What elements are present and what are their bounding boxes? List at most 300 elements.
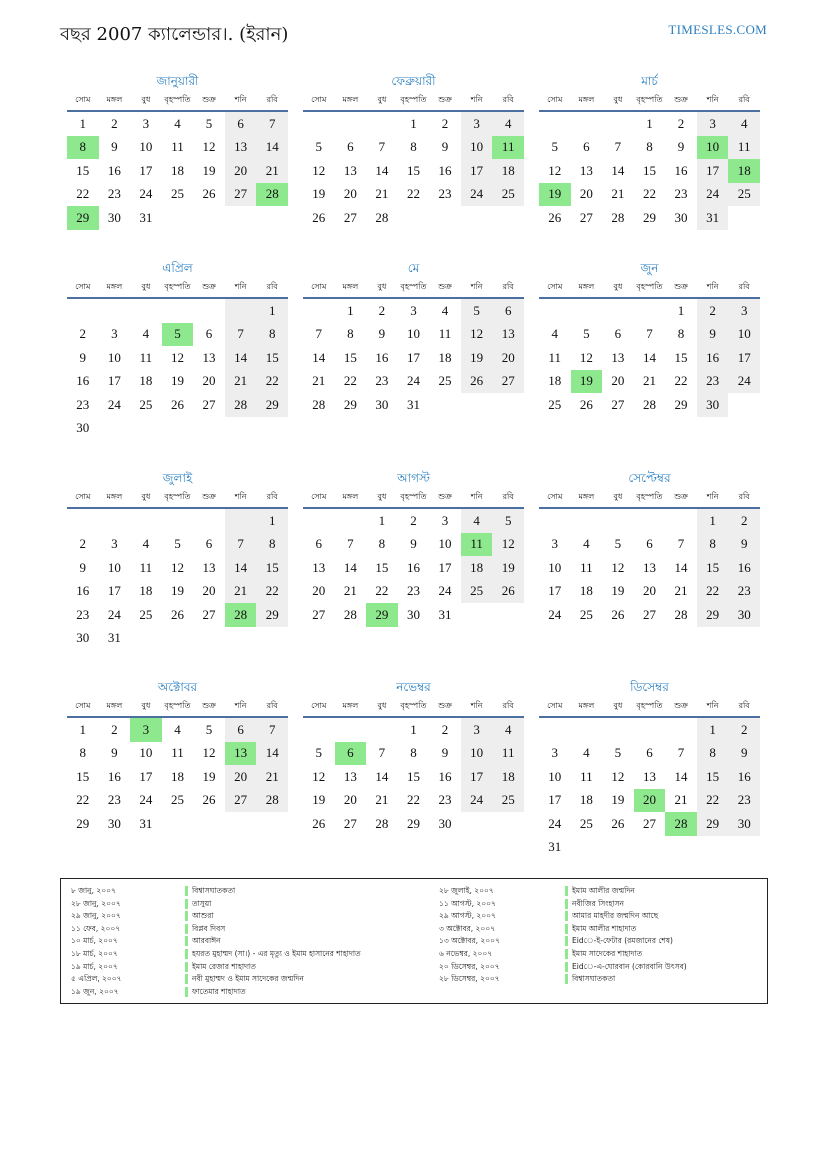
day-cell[interactable]: 12 xyxy=(579,349,593,365)
day-cell[interactable]: 13 xyxy=(492,323,524,347)
day-cell[interactable]: 11 xyxy=(728,136,760,160)
day-cell[interactable]: 3 xyxy=(551,536,559,552)
day-cell[interactable]: 19 xyxy=(461,346,493,370)
day-cell[interactable]: 9 xyxy=(410,536,417,552)
day-cell[interactable]: 9 xyxy=(79,349,87,365)
day-cell[interactable]: 28 xyxy=(256,789,288,813)
day-cell[interactable]: 20 xyxy=(634,789,666,813)
day-cell[interactable]: 31 xyxy=(697,206,729,230)
day-cell[interactable]: 31 xyxy=(139,815,153,831)
day-cell[interactable]: 27 xyxy=(225,789,257,813)
day-cell[interactable]: 5 xyxy=(492,508,524,533)
day-cell[interactable]: 9 xyxy=(378,326,386,342)
day-cell[interactable]: 14 xyxy=(225,556,257,580)
day-cell[interactable]: 20 xyxy=(225,159,257,183)
day-cell[interactable]: 2 xyxy=(441,721,449,737)
day-cell[interactable]: 28 xyxy=(665,812,697,836)
day-cell[interactable]: 11 xyxy=(461,533,493,557)
day-cell[interactable]: 20 xyxy=(225,765,257,789)
day-cell[interactable]: 2 xyxy=(728,508,760,533)
day-cell[interactable]: 30 xyxy=(728,812,760,836)
day-cell[interactable]: 15 xyxy=(674,349,688,365)
day-cell[interactable]: 2 xyxy=(697,298,729,323)
day-cell[interactable]: 17 xyxy=(548,792,562,808)
day-cell[interactable]: 5 xyxy=(205,721,213,737)
day-cell[interactable]: 5 xyxy=(162,323,194,347)
day-cell[interactable]: 13 xyxy=(225,742,257,766)
day-cell[interactable]: 15 xyxy=(697,765,729,789)
day-cell[interactable]: 30 xyxy=(728,603,760,627)
day-cell[interactable]: 5 xyxy=(461,298,493,323)
day-cell[interactable]: 19 xyxy=(312,186,326,202)
day-cell[interactable]: 24 xyxy=(461,183,493,207)
day-cell[interactable]: 31 xyxy=(548,839,562,855)
day-cell[interactable]: 23 xyxy=(728,789,760,813)
day-cell[interactable]: 11 xyxy=(438,326,452,342)
day-cell[interactable]: 25 xyxy=(492,183,524,207)
day-cell[interactable]: 13 xyxy=(202,559,216,575)
day-cell[interactable]: 23 xyxy=(76,396,90,412)
day-cell[interactable]: 9 xyxy=(79,559,87,575)
day-cell[interactable]: 22 xyxy=(76,792,90,808)
day-cell[interactable]: 29 xyxy=(697,603,729,627)
day-cell[interactable]: 8 xyxy=(79,745,87,761)
day-cell[interactable]: 29 xyxy=(697,812,729,836)
day-cell[interactable]: 24 xyxy=(107,606,121,622)
day-cell[interactable]: 28 xyxy=(343,606,357,622)
day-cell[interactable]: 14 xyxy=(312,349,326,365)
day-cell[interactable]: 19 xyxy=(492,556,524,580)
day-cell[interactable]: 11 xyxy=(492,742,524,766)
day-cell[interactable]: 30 xyxy=(375,396,389,412)
day-cell[interactable]: 25 xyxy=(461,580,493,604)
day-cell[interactable]: 25 xyxy=(579,606,593,622)
day-cell[interactable]: 1 xyxy=(410,115,417,131)
day-cell[interactable]: 12 xyxy=(492,533,524,557)
day-cell[interactable]: 10 xyxy=(406,326,420,342)
day-cell[interactable]: 31 xyxy=(406,396,420,412)
day-cell[interactable]: 7 xyxy=(677,536,685,552)
day-cell[interactable]: 5 xyxy=(614,536,622,552)
day-cell[interactable]: 25 xyxy=(139,396,153,412)
day-cell[interactable]: 11 xyxy=(171,139,184,155)
day-cell[interactable]: 23 xyxy=(375,373,389,389)
day-cell[interactable]: 19 xyxy=(611,583,625,599)
day-cell[interactable]: 20 xyxy=(642,583,656,599)
day-cell[interactable]: 20 xyxy=(312,583,326,599)
day-cell[interactable]: 11 xyxy=(492,136,524,160)
day-cell[interactable]: 27 xyxy=(642,606,656,622)
day-cell[interactable]: 18 xyxy=(139,583,153,599)
day-cell[interactable]: 22 xyxy=(406,186,420,202)
day-cell[interactable]: 28 xyxy=(225,603,257,627)
day-cell[interactable]: 3 xyxy=(461,111,493,136)
day-cell[interactable]: 30 xyxy=(438,815,452,831)
day-cell[interactable]: 14 xyxy=(642,349,656,365)
day-cell[interactable]: 25 xyxy=(492,789,524,813)
day-cell[interactable]: 14 xyxy=(375,768,389,784)
day-cell[interactable]: 26 xyxy=(170,606,184,622)
day-cell[interactable]: 13 xyxy=(312,559,326,575)
day-cell[interactable]: 28 xyxy=(225,393,257,417)
day-cell[interactable]: 25 xyxy=(579,815,593,831)
day-cell[interactable]: 18 xyxy=(548,373,562,389)
day-cell[interactable]: 3 xyxy=(728,298,760,323)
day-cell[interactable]: 13 xyxy=(225,136,257,160)
day-cell[interactable]: 14 xyxy=(674,768,688,784)
day-cell[interactable]: 28 xyxy=(642,396,656,412)
day-cell[interactable]: 9 xyxy=(111,745,118,761)
day-cell[interactable]: 8 xyxy=(677,326,685,342)
day-cell[interactable]: 4 xyxy=(728,111,760,136)
day-cell[interactable]: 4 xyxy=(492,717,524,742)
day-cell[interactable]: 14 xyxy=(343,559,357,575)
day-cell[interactable]: 16 xyxy=(107,768,121,784)
day-cell[interactable]: 9 xyxy=(677,139,685,155)
day-cell[interactable]: 27 xyxy=(343,209,357,225)
day-cell[interactable]: 15 xyxy=(642,162,656,178)
day-cell[interactable]: 23 xyxy=(406,583,420,599)
day-cell[interactable]: 6 xyxy=(205,326,213,342)
day-cell[interactable]: 28 xyxy=(611,209,625,225)
day-cell[interactable]: 23 xyxy=(728,580,760,604)
day-cell[interactable]: 15 xyxy=(76,768,90,784)
day-cell[interactable]: 20 xyxy=(611,373,625,389)
day-cell[interactable]: 4 xyxy=(461,508,493,533)
day-cell[interactable]: 1 xyxy=(79,115,87,131)
day-cell[interactable]: 13 xyxy=(343,162,357,178)
day-cell[interactable]: 8 xyxy=(347,326,354,342)
day-cell[interactable]: 8 xyxy=(646,139,653,155)
day-cell[interactable]: 26 xyxy=(312,209,326,225)
day-cell[interactable]: 6 xyxy=(315,536,323,552)
day-cell[interactable]: 17 xyxy=(548,583,562,599)
day-cell[interactable]: 11 xyxy=(171,745,184,761)
day-cell[interactable]: 25 xyxy=(139,606,153,622)
day-cell[interactable]: 29 xyxy=(256,393,288,417)
day-cell[interactable]: 15 xyxy=(697,556,729,580)
day-cell[interactable]: 22 xyxy=(375,583,389,599)
day-cell[interactable]: 6 xyxy=(335,742,367,766)
day-cell[interactable]: 19 xyxy=(202,162,216,178)
day-cell[interactable]: 5 xyxy=(174,536,181,552)
day-cell[interactable]: 19 xyxy=(611,792,625,808)
day-cell[interactable]: 20 xyxy=(579,186,593,202)
day-cell[interactable]: 15 xyxy=(76,162,90,178)
day-cell[interactable]: 14 xyxy=(225,346,257,370)
day-cell[interactable]: 4 xyxy=(174,115,181,131)
day-cell[interactable]: 7 xyxy=(378,745,386,761)
day-cell[interactable]: 27 xyxy=(611,396,625,412)
day-cell[interactable]: 17 xyxy=(406,349,420,365)
day-cell[interactable]: 24 xyxy=(139,792,153,808)
day-cell[interactable]: 9 xyxy=(111,139,118,155)
day-cell[interactable]: 31 xyxy=(107,630,121,646)
day-cell[interactable]: 7 xyxy=(256,111,288,136)
day-cell[interactable]: 16 xyxy=(674,162,688,178)
day-cell[interactable]: 20 xyxy=(492,346,524,370)
day-cell[interactable]: 7 xyxy=(225,533,257,557)
day-cell[interactable]: 6 xyxy=(225,717,257,742)
day-cell[interactable]: 4 xyxy=(583,536,590,552)
day-cell[interactable]: 27 xyxy=(642,815,656,831)
day-cell[interactable]: 23 xyxy=(107,186,121,202)
day-cell[interactable]: 22 xyxy=(256,370,288,394)
day-cell[interactable]: 11 xyxy=(580,559,593,575)
day-cell[interactable]: 25 xyxy=(170,186,184,202)
day-cell[interactable]: 29 xyxy=(76,815,90,831)
day-cell[interactable]: 20 xyxy=(343,792,357,808)
day-cell[interactable]: 21 xyxy=(674,792,688,808)
day-cell[interactable]: 14 xyxy=(375,162,389,178)
day-cell[interactable]: 22 xyxy=(674,373,688,389)
day-cell[interactable]: 24 xyxy=(438,583,452,599)
day-cell[interactable]: 1 xyxy=(677,302,685,318)
day-cell[interactable]: 6 xyxy=(205,536,213,552)
day-cell[interactable]: 26 xyxy=(579,396,593,412)
day-cell[interactable]: 22 xyxy=(343,373,357,389)
day-cell[interactable]: 26 xyxy=(202,186,216,202)
day-cell[interactable]: 8 xyxy=(256,323,288,347)
day-cell[interactable]: 12 xyxy=(461,323,493,347)
day-cell[interactable]: 10 xyxy=(139,139,153,155)
day-cell[interactable]: 24 xyxy=(139,186,153,202)
day-cell[interactable]: 3 xyxy=(410,302,417,318)
day-cell[interactable]: 25 xyxy=(170,792,184,808)
day-cell[interactable]: 24 xyxy=(697,183,729,207)
day-cell[interactable]: 12 xyxy=(170,349,184,365)
day-cell[interactable]: 3 xyxy=(130,717,162,742)
day-cell[interactable]: 21 xyxy=(611,186,625,202)
day-cell[interactable]: 20 xyxy=(202,583,216,599)
day-cell[interactable]: 3 xyxy=(441,512,449,528)
day-cell[interactable]: 4 xyxy=(492,111,524,136)
day-cell[interactable]: 4 xyxy=(441,302,449,318)
day-cell[interactable]: 29 xyxy=(366,603,398,627)
day-cell[interactable]: 8 xyxy=(410,745,417,761)
day-cell[interactable]: 6 xyxy=(347,139,354,155)
day-cell[interactable]: 17 xyxy=(107,583,121,599)
day-cell[interactable]: 21 xyxy=(375,186,389,202)
day-cell[interactable]: 17 xyxy=(697,159,729,183)
day-cell[interactable]: 10 xyxy=(461,136,493,160)
day-cell[interactable]: 4 xyxy=(142,326,150,342)
day-cell[interactable]: 2 xyxy=(410,512,417,528)
day-cell[interactable]: 5 xyxy=(551,139,559,155)
day-cell[interactable]: 17 xyxy=(139,162,153,178)
day-cell[interactable]: 2 xyxy=(441,115,449,131)
day-cell[interactable]: 11 xyxy=(548,349,562,365)
day-cell[interactable]: 21 xyxy=(312,373,326,389)
day-cell[interactable]: 21 xyxy=(375,792,389,808)
day-cell[interactable]: 18 xyxy=(579,792,593,808)
day-cell[interactable]: 1 xyxy=(347,302,354,318)
day-cell[interactable]: 16 xyxy=(438,162,452,178)
day-cell[interactable]: 11 xyxy=(580,768,593,784)
day-cell[interactable]: 16 xyxy=(76,373,90,389)
day-cell[interactable]: 29 xyxy=(674,396,688,412)
day-cell[interactable]: 21 xyxy=(256,765,288,789)
day-cell[interactable]: 19 xyxy=(170,373,184,389)
day-cell[interactable]: 24 xyxy=(728,370,760,394)
day-cell[interactable]: 30 xyxy=(674,209,688,225)
day-cell[interactable]: 13 xyxy=(202,349,216,365)
day-cell[interactable]: 28 xyxy=(674,606,688,622)
day-cell[interactable]: 1 xyxy=(79,721,87,737)
day-cell[interactable]: 1 xyxy=(256,508,288,533)
day-cell[interactable]: 10 xyxy=(728,323,760,347)
day-cell[interactable]: 19 xyxy=(539,183,571,207)
day-cell[interactable]: 29 xyxy=(406,815,420,831)
day-cell[interactable]: 30 xyxy=(107,815,121,831)
day-cell[interactable]: 22 xyxy=(76,186,90,202)
day-cell[interactable]: 13 xyxy=(642,768,656,784)
day-cell[interactable]: 8 xyxy=(697,742,729,766)
day-cell[interactable]: 5 xyxy=(205,115,213,131)
day-cell[interactable]: 3 xyxy=(111,536,118,552)
day-cell[interactable]: 17 xyxy=(461,765,493,789)
day-cell[interactable]: 21 xyxy=(343,583,357,599)
day-cell[interactable]: 18 xyxy=(492,765,524,789)
day-cell[interactable]: 23 xyxy=(674,186,688,202)
day-cell[interactable]: 25 xyxy=(548,396,562,412)
day-cell[interactable]: 6 xyxy=(583,139,590,155)
day-cell[interactable]: 22 xyxy=(642,186,656,202)
day-cell[interactable]: 15 xyxy=(375,559,389,575)
day-cell[interactable]: 10 xyxy=(548,559,562,575)
day-cell[interactable]: 16 xyxy=(76,583,90,599)
day-cell[interactable]: 31 xyxy=(139,209,153,225)
day-cell[interactable]: 30 xyxy=(107,209,121,225)
day-cell[interactable]: 22 xyxy=(697,580,729,604)
day-cell[interactable]: 19 xyxy=(312,792,326,808)
day-cell[interactable]: 28 xyxy=(312,396,326,412)
day-cell[interactable]: 17 xyxy=(107,373,121,389)
day-cell[interactable]: 26 xyxy=(611,606,625,622)
day-cell[interactable]: 21 xyxy=(256,159,288,183)
day-cell[interactable]: 17 xyxy=(461,159,493,183)
day-cell[interactable]: 1 xyxy=(646,115,653,131)
day-cell[interactable]: 24 xyxy=(406,373,420,389)
day-cell[interactable]: 3 xyxy=(551,745,559,761)
day-cell[interactable]: 2 xyxy=(728,717,760,742)
day-cell[interactable]: 6 xyxy=(492,298,524,323)
day-cell[interactable]: 26 xyxy=(170,396,184,412)
day-cell[interactable]: 6 xyxy=(646,536,653,552)
day-cell[interactable]: 30 xyxy=(406,606,420,622)
day-cell[interactable]: 24 xyxy=(548,815,562,831)
day-cell[interactable]: 22 xyxy=(256,580,288,604)
day-cell[interactable]: 27 xyxy=(343,815,357,831)
day-cell[interactable]: 24 xyxy=(461,789,493,813)
day-cell[interactable]: 9 xyxy=(728,533,760,557)
day-cell[interactable]: 25 xyxy=(438,373,452,389)
day-cell[interactable]: 29 xyxy=(343,396,357,412)
day-cell[interactable]: 3 xyxy=(697,111,729,136)
day-cell[interactable]: 14 xyxy=(674,559,688,575)
day-cell[interactable]: 4 xyxy=(583,745,590,761)
day-cell[interactable]: 23 xyxy=(107,792,121,808)
day-cell[interactable]: 1 xyxy=(410,721,417,737)
day-cell[interactable]: 7 xyxy=(315,326,323,342)
day-cell[interactable]: 18 xyxy=(438,349,452,365)
day-cell[interactable]: 28 xyxy=(375,815,389,831)
day-cell[interactable]: 26 xyxy=(492,580,524,604)
day-cell[interactable]: 22 xyxy=(697,789,729,813)
day-cell[interactable]: 15 xyxy=(406,162,420,178)
day-cell[interactable]: 10 xyxy=(548,768,562,784)
day-cell[interactable]: 17 xyxy=(728,346,760,370)
day-cell[interactable]: 1 xyxy=(697,508,729,533)
day-cell[interactable]: 23 xyxy=(438,186,452,202)
day-cell[interactable]: 7 xyxy=(347,536,354,552)
day-cell[interactable]: 19 xyxy=(571,370,603,394)
day-cell[interactable]: 16 xyxy=(728,765,760,789)
day-cell[interactable]: 16 xyxy=(697,346,729,370)
day-cell[interactable]: 15 xyxy=(256,346,288,370)
day-cell[interactable]: 14 xyxy=(611,162,625,178)
day-cell[interactable]: 10 xyxy=(461,742,493,766)
day-cell[interactable]: 26 xyxy=(611,815,625,831)
day-cell[interactable]: 11 xyxy=(139,349,153,365)
day-cell[interactable]: 18 xyxy=(579,583,593,599)
day-cell[interactable]: 8 xyxy=(256,533,288,557)
day-cell[interactable]: 8 xyxy=(697,533,729,557)
day-cell[interactable]: 10 xyxy=(139,745,153,761)
day-cell[interactable]: 30 xyxy=(76,420,90,436)
day-cell[interactable]: 25 xyxy=(728,183,760,207)
day-cell[interactable]: 3 xyxy=(461,717,493,742)
day-cell[interactable]: 29 xyxy=(642,209,656,225)
day-cell[interactable]: 19 xyxy=(170,583,184,599)
day-cell[interactable]: 26 xyxy=(312,815,326,831)
day-cell[interactable]: 6 xyxy=(225,111,257,136)
day-cell[interactable]: 30 xyxy=(76,630,90,646)
day-cell[interactable]: 28 xyxy=(256,183,288,207)
day-cell[interactable]: 12 xyxy=(611,768,625,784)
day-cell[interactable]: 21 xyxy=(225,580,257,604)
day-cell[interactable]: 15 xyxy=(406,768,420,784)
day-cell[interactable]: 11 xyxy=(139,559,153,575)
day-cell[interactable]: 7 xyxy=(378,139,386,155)
day-cell[interactable]: 13 xyxy=(611,349,625,365)
day-cell[interactable]: 30 xyxy=(697,393,729,417)
day-cell[interactable]: 16 xyxy=(107,162,121,178)
day-cell[interactable]: 23 xyxy=(697,370,729,394)
day-cell[interactable]: 24 xyxy=(107,396,121,412)
day-cell[interactable]: 5 xyxy=(315,745,323,761)
day-cell[interactable]: 18 xyxy=(728,159,760,183)
day-cell[interactable]: 7 xyxy=(646,326,653,342)
day-cell[interactable]: 16 xyxy=(728,556,760,580)
day-cell[interactable]: 5 xyxy=(614,745,622,761)
day-cell[interactable]: 12 xyxy=(548,162,562,178)
day-cell[interactable]: 12 xyxy=(312,768,326,784)
day-cell[interactable]: 20 xyxy=(202,373,216,389)
day-cell[interactable]: 8 xyxy=(67,136,99,160)
day-cell[interactable]: 29 xyxy=(256,603,288,627)
day-cell[interactable]: 2 xyxy=(111,115,118,131)
day-cell[interactable]: 27 xyxy=(579,209,593,225)
day-cell[interactable]: 18 xyxy=(461,556,493,580)
day-cell[interactable]: 12 xyxy=(312,162,326,178)
day-cell[interactable]: 20 xyxy=(343,186,357,202)
day-cell[interactable]: 2 xyxy=(378,302,386,318)
day-cell[interactable]: 2 xyxy=(79,326,87,342)
day-cell[interactable]: 8 xyxy=(378,536,386,552)
day-cell[interactable]: 16 xyxy=(375,349,389,365)
day-cell[interactable]: 17 xyxy=(139,768,153,784)
